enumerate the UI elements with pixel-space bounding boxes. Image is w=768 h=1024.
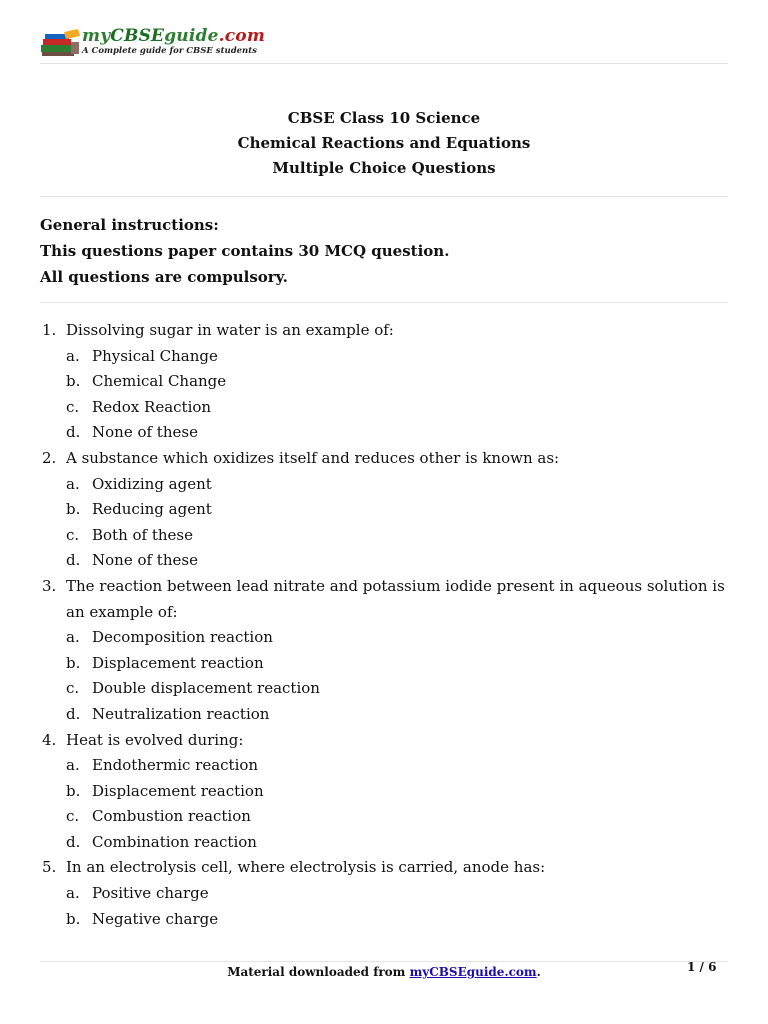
question-list	[40, 318, 730, 932]
option-text: Chemical Change	[92, 372, 227, 391]
option-item	[40, 779, 730, 805]
option-item	[40, 369, 730, 395]
option-item	[40, 420, 730, 446]
instructions-line: This questions paper contains 30 MCQ question.	[40, 242, 450, 260]
instructions-divider	[40, 302, 728, 303]
title-line-class: CBSE Class 10 Science	[287, 109, 481, 127]
option-letter: d.	[66, 423, 81, 442]
question-text: Dissolving sugar in water is an example of:	[66, 321, 394, 339]
option-letter: a.	[66, 756, 80, 775]
option-item	[40, 907, 730, 933]
question-item	[40, 574, 730, 625]
question-text: The reaction between lead nitrate and potassium iodide present in aqueous solution is an example of:	[66, 576, 725, 621]
footer-divider	[40, 961, 728, 962]
option-text: Combination reaction	[92, 832, 257, 851]
option-item	[40, 702, 730, 728]
option-letter: d.	[66, 704, 81, 723]
question-number: 4.	[42, 730, 57, 749]
option-letter: a.	[66, 884, 80, 903]
option-item	[40, 344, 730, 370]
option-item	[40, 548, 730, 574]
option-text: Redox Reaction	[92, 397, 212, 416]
option-letter: b.	[66, 372, 81, 391]
option-letter: b.	[66, 653, 81, 672]
option-text: Both of these	[92, 525, 194, 544]
option-text: Double displacement reaction	[92, 679, 320, 698]
option-item	[40, 472, 730, 498]
option-item	[40, 651, 730, 677]
option-item	[40, 830, 730, 856]
option-item	[40, 753, 730, 779]
brand-name	[82, 27, 265, 45]
option-item	[40, 395, 730, 421]
option-letter: d.	[66, 832, 81, 851]
option-text: Positive charge	[92, 884, 209, 903]
brand-dotcom: .com	[218, 26, 266, 46]
option-letter: a.	[66, 474, 80, 493]
option-list	[40, 881, 730, 932]
option-letter: c.	[66, 679, 80, 698]
title-line-chapter: Chemical Reactions and Equations	[237, 134, 531, 152]
footer-site-link[interactable]: myCBSEguide.com	[409, 965, 537, 979]
footer-prefix: Material downloaded from	[227, 965, 410, 979]
document-title	[0, 106, 768, 181]
question-item	[40, 446, 730, 472]
footer-suffix: .	[536, 965, 541, 979]
question-item	[40, 318, 730, 344]
question-number: 5.	[42, 858, 57, 877]
option-letter: d.	[66, 551, 81, 570]
option-letter: c.	[66, 807, 80, 826]
title-divider	[40, 196, 728, 197]
question-item	[40, 728, 730, 754]
option-letter: b.	[66, 500, 81, 519]
option-text: Negative charge	[92, 909, 219, 928]
brand-tagline: A Complete guide for CBSE students	[82, 46, 257, 56]
question-number: 2.	[42, 448, 57, 467]
option-item	[40, 497, 730, 523]
brand-cbse: CBSE	[110, 26, 165, 46]
option-letter: c.	[66, 525, 80, 544]
instructions-line: All questions are compulsory.	[40, 268, 288, 286]
question-number: 1.	[42, 321, 57, 339]
option-text: Displacement reaction	[92, 653, 264, 672]
option-text: Oxidizing agent	[92, 474, 212, 493]
option-text: Neutralization reaction	[92, 704, 270, 723]
question-text: Heat is evolved during:	[66, 730, 244, 749]
question-item	[40, 855, 730, 881]
brand-guide: guide	[164, 26, 219, 46]
page-number: 1 / 6	[687, 960, 717, 974]
option-text: None of these	[92, 423, 198, 442]
option-item	[40, 881, 730, 907]
option-text: None of these	[92, 551, 198, 570]
option-letter: a.	[66, 346, 80, 365]
option-text: Displacement reaction	[92, 781, 264, 800]
option-list	[40, 753, 730, 855]
option-item	[40, 676, 730, 702]
option-letter: c.	[66, 397, 80, 416]
general-instructions	[40, 212, 449, 290]
option-text: Endothermic reaction	[92, 756, 259, 775]
title-line-type: Multiple Choice Questions	[272, 159, 496, 177]
option-list	[40, 625, 730, 727]
option-item	[40, 804, 730, 830]
option-text: Decomposition reaction	[92, 628, 273, 647]
header-divider	[40, 63, 728, 64]
site-logo	[38, 26, 266, 62]
brand-my: my	[82, 26, 111, 46]
option-item	[40, 523, 730, 549]
footer	[0, 963, 768, 981]
instructions-heading: General instructions:	[40, 216, 219, 234]
books-icon	[38, 28, 82, 58]
option-list	[40, 344, 730, 446]
option-list	[40, 472, 730, 574]
question-text: In an electrolysis cell, where electrolysis is carried, anode has:	[66, 858, 546, 877]
option-text: Combustion reaction	[92, 807, 251, 826]
question-text: A substance which oxidizes itself and reduces other is known as:	[66, 448, 560, 467]
question-number: 3.	[42, 576, 57, 595]
option-text: Physical Change	[92, 346, 218, 365]
option-letter: a.	[66, 628, 80, 647]
option-text: Reducing agent	[92, 500, 212, 519]
option-letter: b.	[66, 781, 81, 800]
option-item	[40, 625, 730, 651]
option-letter: b.	[66, 909, 81, 928]
